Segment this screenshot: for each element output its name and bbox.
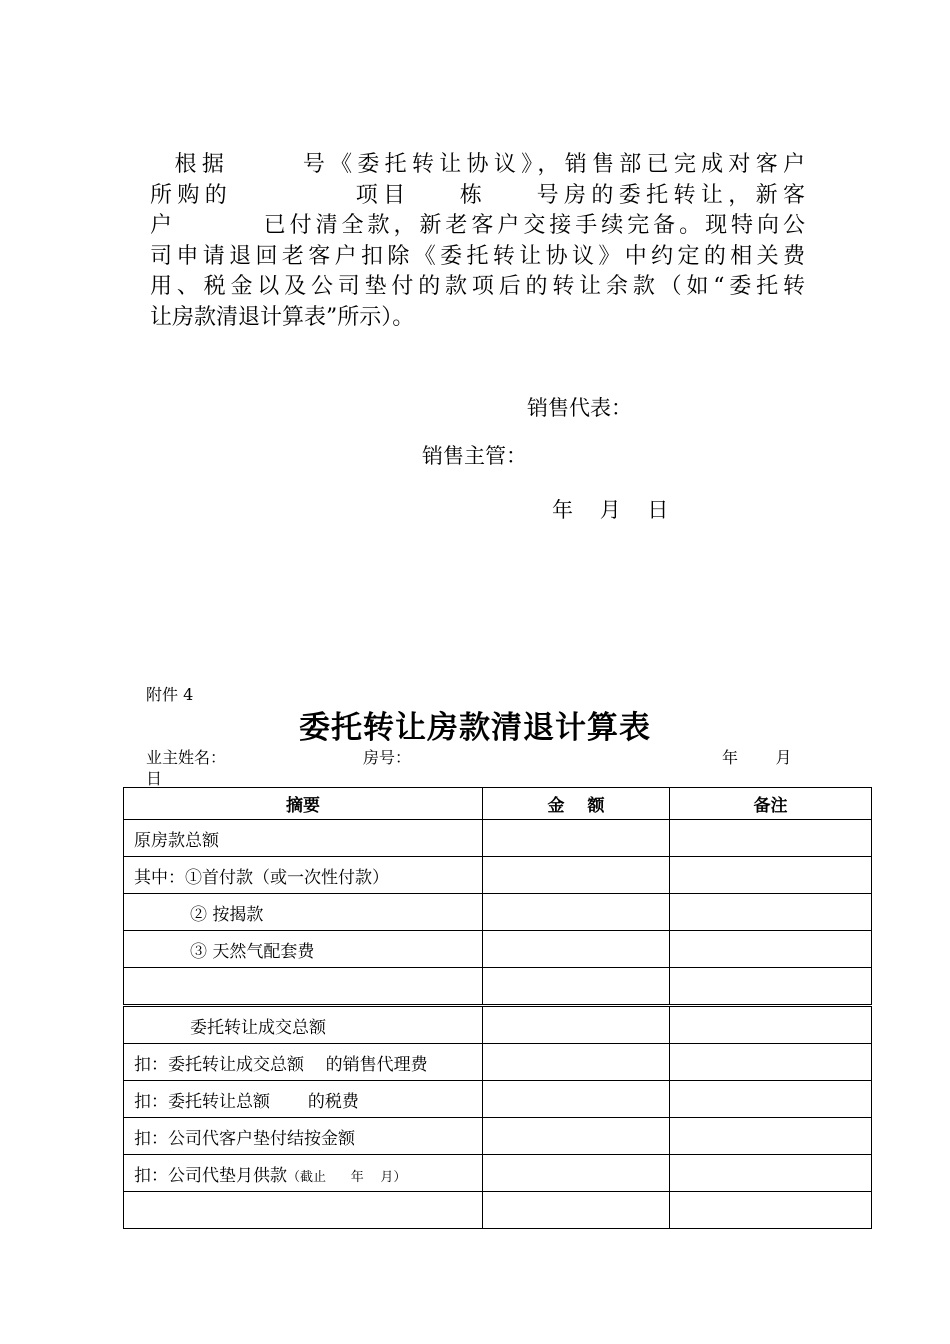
remarks-cell[interactable] [670, 1081, 872, 1118]
row-summary: 委托转让成交总额 [124, 1006, 483, 1044]
paragraph-line: 根据 号《委托转让协议》，销售部已完成对客户 [150, 152, 805, 177]
table-row [124, 1006, 872, 1044]
row-summary: 扣：公司代垫月供款 [134, 1165, 287, 1186]
row-summary-note: （截止 年 月） [287, 1169, 407, 1185]
amount-cell[interactable] [483, 894, 670, 931]
amount-cell[interactable] [483, 1192, 670, 1229]
paragraph-line: 用、税金以及公司垫付的款项后的转让余款（如“委托转 [150, 274, 805, 299]
table-row [124, 968, 872, 1006]
request-paragraph [150, 150, 805, 333]
table-row [124, 931, 872, 968]
remarks-cell[interactable] [670, 1192, 872, 1229]
row-summary: 扣：委托转让总额 的税费 [124, 1081, 483, 1118]
amount-cell[interactable] [483, 820, 670, 857]
room-number-label: 房号： [363, 748, 412, 767]
amount-cell[interactable] [483, 1044, 670, 1081]
annex-label: 附件 4 [146, 685, 194, 704]
row-summary: 其中：①首付款（或一次性付款） [124, 857, 483, 894]
row-summary-cell [124, 1155, 483, 1192]
paragraph-line: 所购的 项目 栋 号房的委托转让，新客 [150, 182, 805, 208]
row-summary [124, 968, 483, 1006]
row-summary [124, 1192, 483, 1229]
amount-cell[interactable] [483, 968, 670, 1006]
row-summary: 扣：委托转让成交总额 的销售代理费 [124, 1044, 483, 1081]
remarks-cell[interactable] [670, 931, 872, 968]
table-row [124, 1044, 872, 1081]
row-summary: 扣：公司代客户垫付结按金额 [124, 1118, 483, 1155]
table-row [124, 820, 872, 857]
row-summary: ② 按揭款 [124, 894, 483, 931]
amount-cell[interactable] [483, 1081, 670, 1118]
amount-cell[interactable] [483, 1006, 670, 1044]
remarks-cell[interactable] [670, 894, 872, 931]
table-row [124, 894, 872, 931]
form-day-label: 日 [146, 769, 163, 788]
header-remarks: 备注 [670, 788, 872, 820]
table-header-row [124, 788, 872, 820]
remarks-cell[interactable] [670, 820, 872, 857]
owner-name-label: 业主姓名： [146, 748, 227, 767]
row-summary: ③ 天然气配套费 [124, 931, 483, 968]
remarks-cell[interactable] [670, 1044, 872, 1081]
paragraph-line: 让房款清退计算表”所示）。 [150, 304, 415, 330]
header-summary: 摘要 [124, 788, 483, 820]
form-title: 委托转让房款清退计算表 [299, 710, 651, 746]
amount-cell[interactable] [483, 1118, 670, 1155]
header-amount: 金 额 [483, 788, 670, 820]
amount-cell[interactable] [483, 857, 670, 894]
table-row [124, 1192, 872, 1229]
row-summary: 原房款总额 [124, 820, 483, 857]
table-row [124, 857, 872, 894]
table-row [124, 1118, 872, 1155]
table-row [124, 1081, 872, 1118]
remarks-cell[interactable] [670, 1118, 872, 1155]
amount-cell[interactable] [483, 931, 670, 968]
sales-supervisor-signature-label: 销售主管： [422, 444, 527, 468]
sales-rep-signature-label: 销售代表： [527, 396, 632, 420]
refund-calculation-table [123, 787, 872, 1229]
amount-cell[interactable] [483, 1155, 670, 1192]
remarks-cell[interactable] [670, 968, 872, 1006]
remarks-cell[interactable] [670, 857, 872, 894]
remarks-cell[interactable] [670, 1006, 872, 1044]
table-row [124, 1155, 872, 1192]
paragraph-line: 户 已付清全款，新老客户交接手续完备。现特向公 [150, 213, 805, 238]
form-date-label: 年 月 [722, 748, 793, 767]
remarks-cell[interactable] [670, 1155, 872, 1192]
paragraph-line: 司申请退回老客户扣除《委托转让协议》中约定的相关费 [150, 243, 805, 269]
signature-date: 年 月 日 [552, 498, 669, 522]
